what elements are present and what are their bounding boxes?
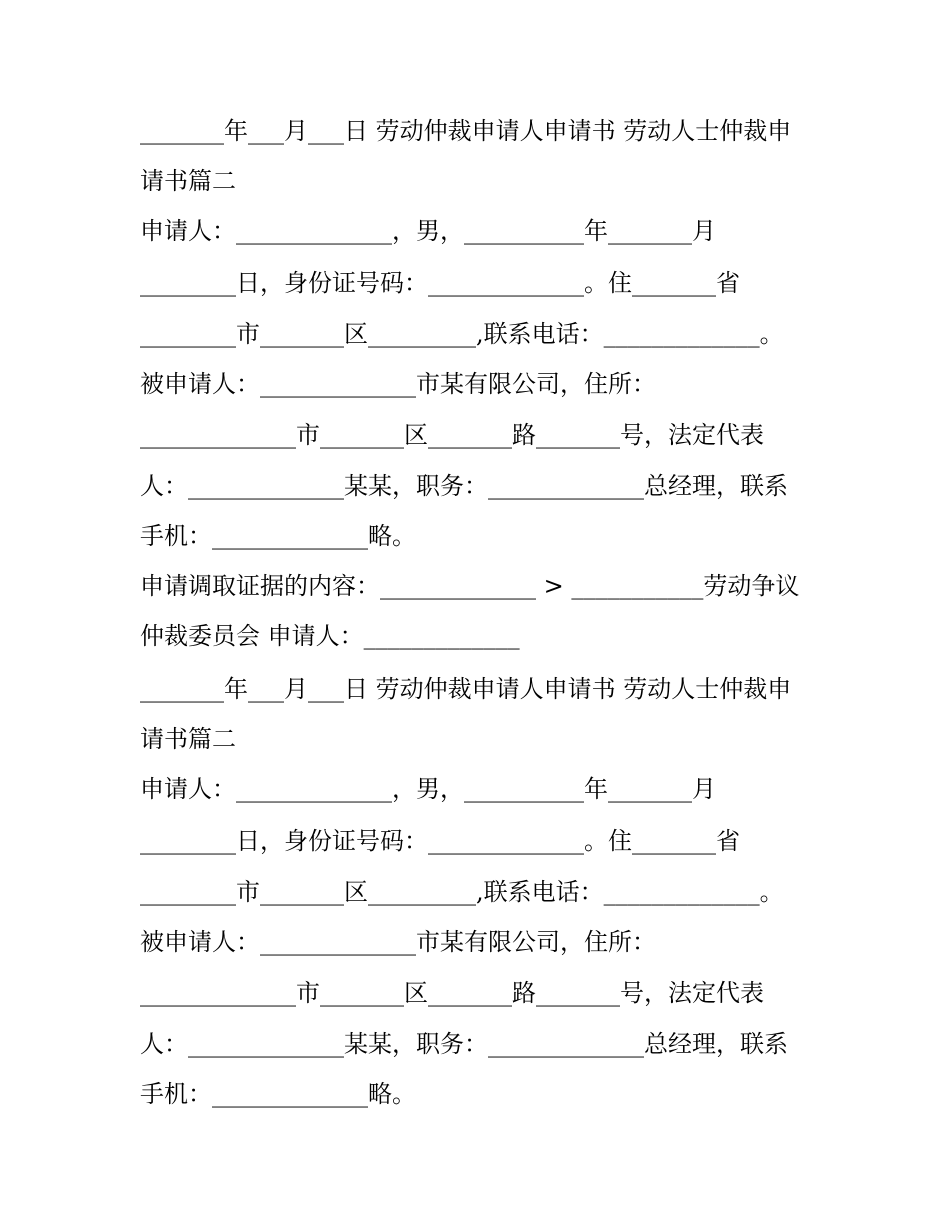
text-line-3: 申请人：_____________，男，__________年_______月	[140, 217, 716, 245]
text-line-10: 申请调取证据的内容：_____________ > ___________劳动争议	[140, 572, 800, 600]
text-line-18: _____________市_______区_______路_______号，法定代表	[140, 979, 764, 1007]
text-line-14: 申请人：_____________，男，__________年_______月	[140, 775, 716, 803]
text-line-13: 请书篇二	[140, 725, 236, 753]
text-line-16: ________市_______区_________,联系电话：_____________。	[140, 878, 784, 906]
text-line-12: _______年___月___日 劳动仲裁申请人申请书 劳动人士仲裁申	[140, 675, 792, 703]
text-line-9: 手机：_____________略。	[140, 522, 416, 550]
text-line-1: _______年___月___日 劳动仲裁申请人申请书 劳动人士仲裁申	[140, 117, 792, 145]
text-line-8: 人：_____________某某，职务：_____________总经理，联系	[140, 472, 788, 500]
text-line-6: 被申请人：_____________市某有限公司，住所：	[140, 370, 656, 398]
text-line-15: ________日，身份证号码：_____________。住_______省	[140, 827, 740, 855]
text-line-17: 被申请人：_____________市某有限公司，住所：	[140, 928, 656, 956]
text-line-4: ________日，身份证号码：_____________。住_______省	[140, 269, 740, 297]
text-line-11: 仲裁委员会 申请人：_____________	[140, 622, 520, 650]
text-line-19: 人：_____________某某，职务：_____________总经理，联系	[140, 1030, 788, 1058]
text-line-7: _____________市_______区_______路_______号，法定代表	[140, 421, 764, 449]
text-line-5: ________市_______区_________,联系电话：_____________。	[140, 320, 784, 348]
text-line-20: 手机：_____________略。	[140, 1080, 416, 1108]
text-line-2: 请书篇二	[140, 167, 236, 195]
